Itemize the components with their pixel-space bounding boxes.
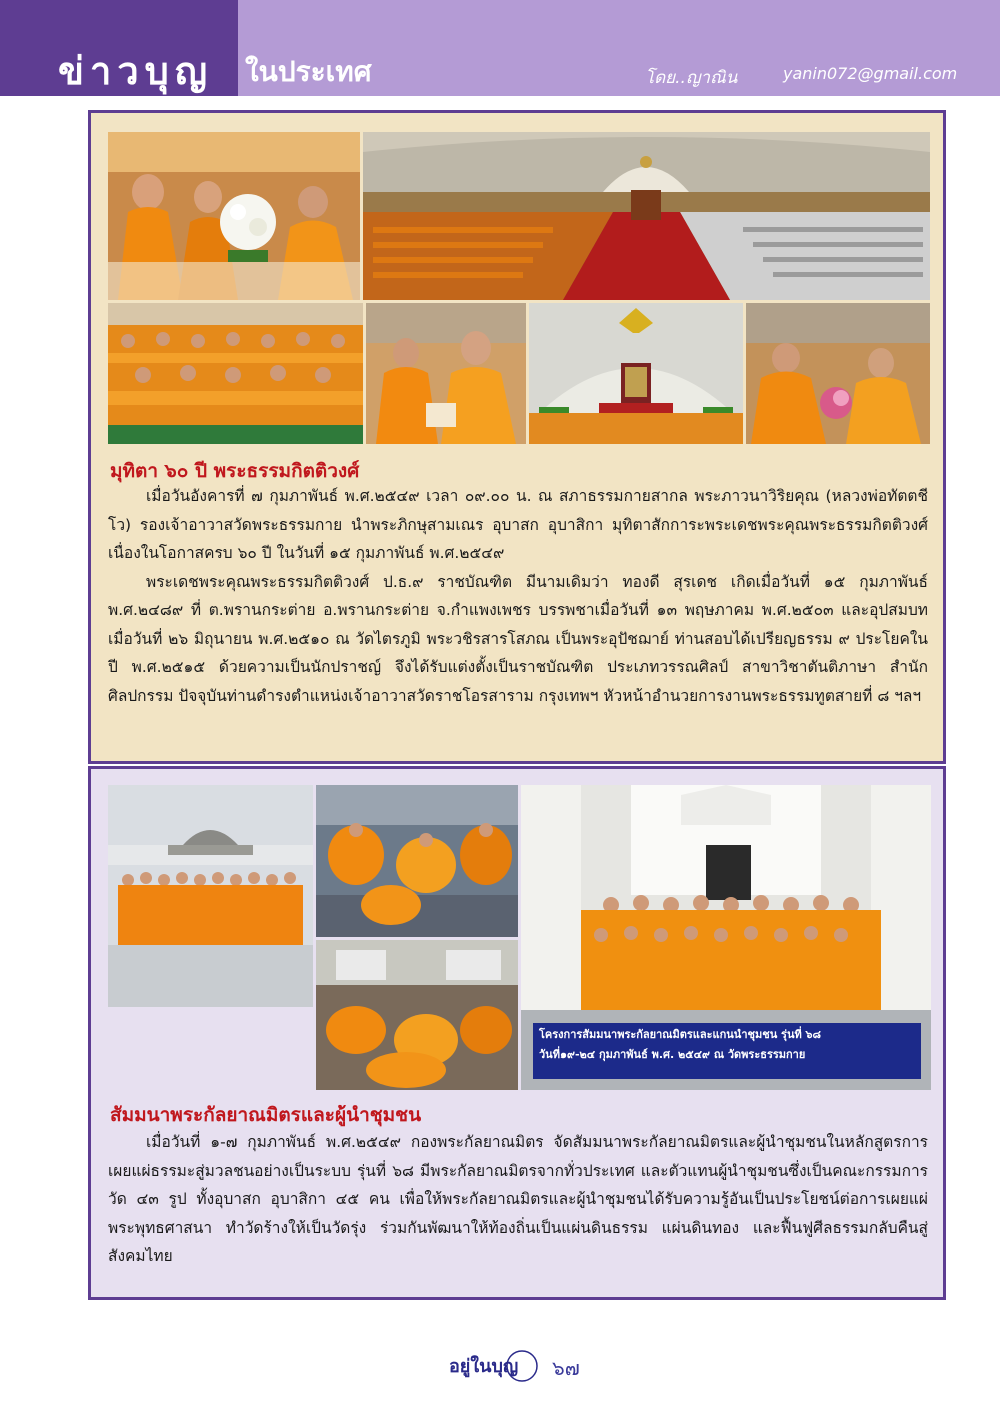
photo-indoor-group	[316, 940, 518, 1090]
banner-line-1: โครงการสัมมนาพระกัลยาณมิตรและแกนนำชุมชน รุ่นที่ ๖๘	[539, 1028, 822, 1041]
header-email: yanin072@gmail.com	[783, 64, 958, 83]
section2-paragraph: เมื่อวันที่ ๑-๗ กุมภาพันธ์ พ.ศ.๒๕๔๙ กองพระกัลยาณมิตร จัดสัมมนาพระกัลยาณมิตรและผู้นำชุมชนในหลักสูตรการเผยแผ่ธรรมะสู่มวลชนอย่างเป็นระบบ รุ่นที่ ๖๘ มีพระกัลยาณมิตรจากทั่วประเทศ และตัวแทนผู้นำชุมชนซึ่งเป็นคณะกรรมการวัด ๔๓ รูป ทั้งอุบาสก อุบาสิกา ๔๕ คน เพื่อให้พระกัลยาณมิตรและผู้นำชุมชนได้รับความรู้อันเป็นประโยชน์ต่อการเผยแผ่พระพุทธศาสนา ทำวัดร้างให้เป็นวัดรุ่ง ร่วมกันพัฒนาให้ท้องถิ่นเป็นแผ่นดินธรรม แผ่นดินทอง และฟื้นฟูศีลธรรมกลับคืนสู่สังคมไทย	[108, 1133, 928, 1265]
header-title: ข่าวบุญ	[58, 49, 214, 93]
section-mutita	[88, 110, 946, 764]
section1-body	[108, 482, 928, 710]
photo-group-dome	[108, 785, 313, 1007]
section1-paragraph: เมื่อวันอังคารที่ ๗ กุมภาพันธ์ พ.ศ.๒๕๔๙ เวลา ๐๙.๐๐ น. ณ สภาธรรมกายสากล พระภาวนาวิริยคุณ (หลวงพ่อทัตตชีโว) รองเจ้าอาวาสวัดพระธรรมกาย นำพระภิกษุสามเณร อุบาสก อุบาสิกา มุทิตาสักการะพระเดชพระคุณพระธรรมกิตติวงศ์ เนื่องในโอกาสครบ ๖๐ ปี ในวันที่ ๑๕ กุมภาพันธ์ พ.ศ.๒๕๔๙	[108, 487, 928, 562]
section2-body	[108, 1128, 928, 1271]
photo-hall-overview	[363, 132, 930, 300]
banner-text	[539, 1025, 919, 1065]
section1-title: มุทิตา ๖๐ ปี พระธรรมกิตติวงศ์	[110, 460, 360, 482]
header-subtitle: ในประเทศ	[245, 55, 372, 88]
header-author: โดย..ญาณิน	[645, 68, 738, 88]
banner-line-2: วันที่๑๙-๒๔ กุมภาพันธ์ พ.ศ. ๒๕๔๙ ณ วัดพระธรรมกาย	[539, 1048, 806, 1061]
photo-monks-flowers	[108, 132, 360, 300]
photo-shrine	[529, 303, 743, 444]
section1-paragraph: พระเดชพระคุณพระธรรมกิตติวงศ์ ป.ธ.๙ ราชบัณฑิต มีนามเดิมว่า ทองดี สุรเดช เกิดเมื่อวันที่ ๑๕ กุมภาพันธ์ พ.ศ.๒๔๘๙ ที่ ต.พรานกระต่าย อ.พรานกระต่าย จ.กำแพงเพชร บรรพชาเมื่อวันที่ ๑๓ พฤษภาคม พ.ศ.๒๕๐๓ และอุปสมบทเมื่อวันที่ ๒๖ มิถุนายน พ.ศ.๒๕๑๐ ณ วัดไตรภูมิ พระวชิรสารโสภณ เป็นพระอุปัชฌาย์ ท่านสอบได้เปรียญธรรม ๙ ประโยคในปี พ.ศ.๒๕๑๕ ด้วยความเป็นนักปราชญ์ จึงได้รับแต่งตั้งเป็นราชบัณฑิต ประเภทวรรณศิลป์ สาขาวิชาตันติภาษา สำนักศิลปกรรม ปัจจุบันท่านดำรงตำแหน่งเจ้าอาวาสวัดราชโอรสาราม กรุงเทพฯ หัวหน้าอำนวยการงานพระธรรมทูตสายที่ ๘ ฯลฯ	[108, 572, 928, 705]
section2-title: สัมมนาพระกัลยาณมิตรและผู้นำชุมชน	[110, 1104, 422, 1126]
photo-temple-group	[521, 785, 931, 1090]
page-number: ๖๗	[552, 1356, 580, 1380]
footer-logo-text: อยู่ในบุญ	[449, 1356, 519, 1377]
photo-offering	[746, 303, 930, 444]
photo-senior-monks	[366, 303, 526, 444]
section-seminar	[88, 766, 946, 1300]
photo-discussion-circle	[316, 785, 518, 937]
photo-monks-rows	[108, 303, 363, 444]
